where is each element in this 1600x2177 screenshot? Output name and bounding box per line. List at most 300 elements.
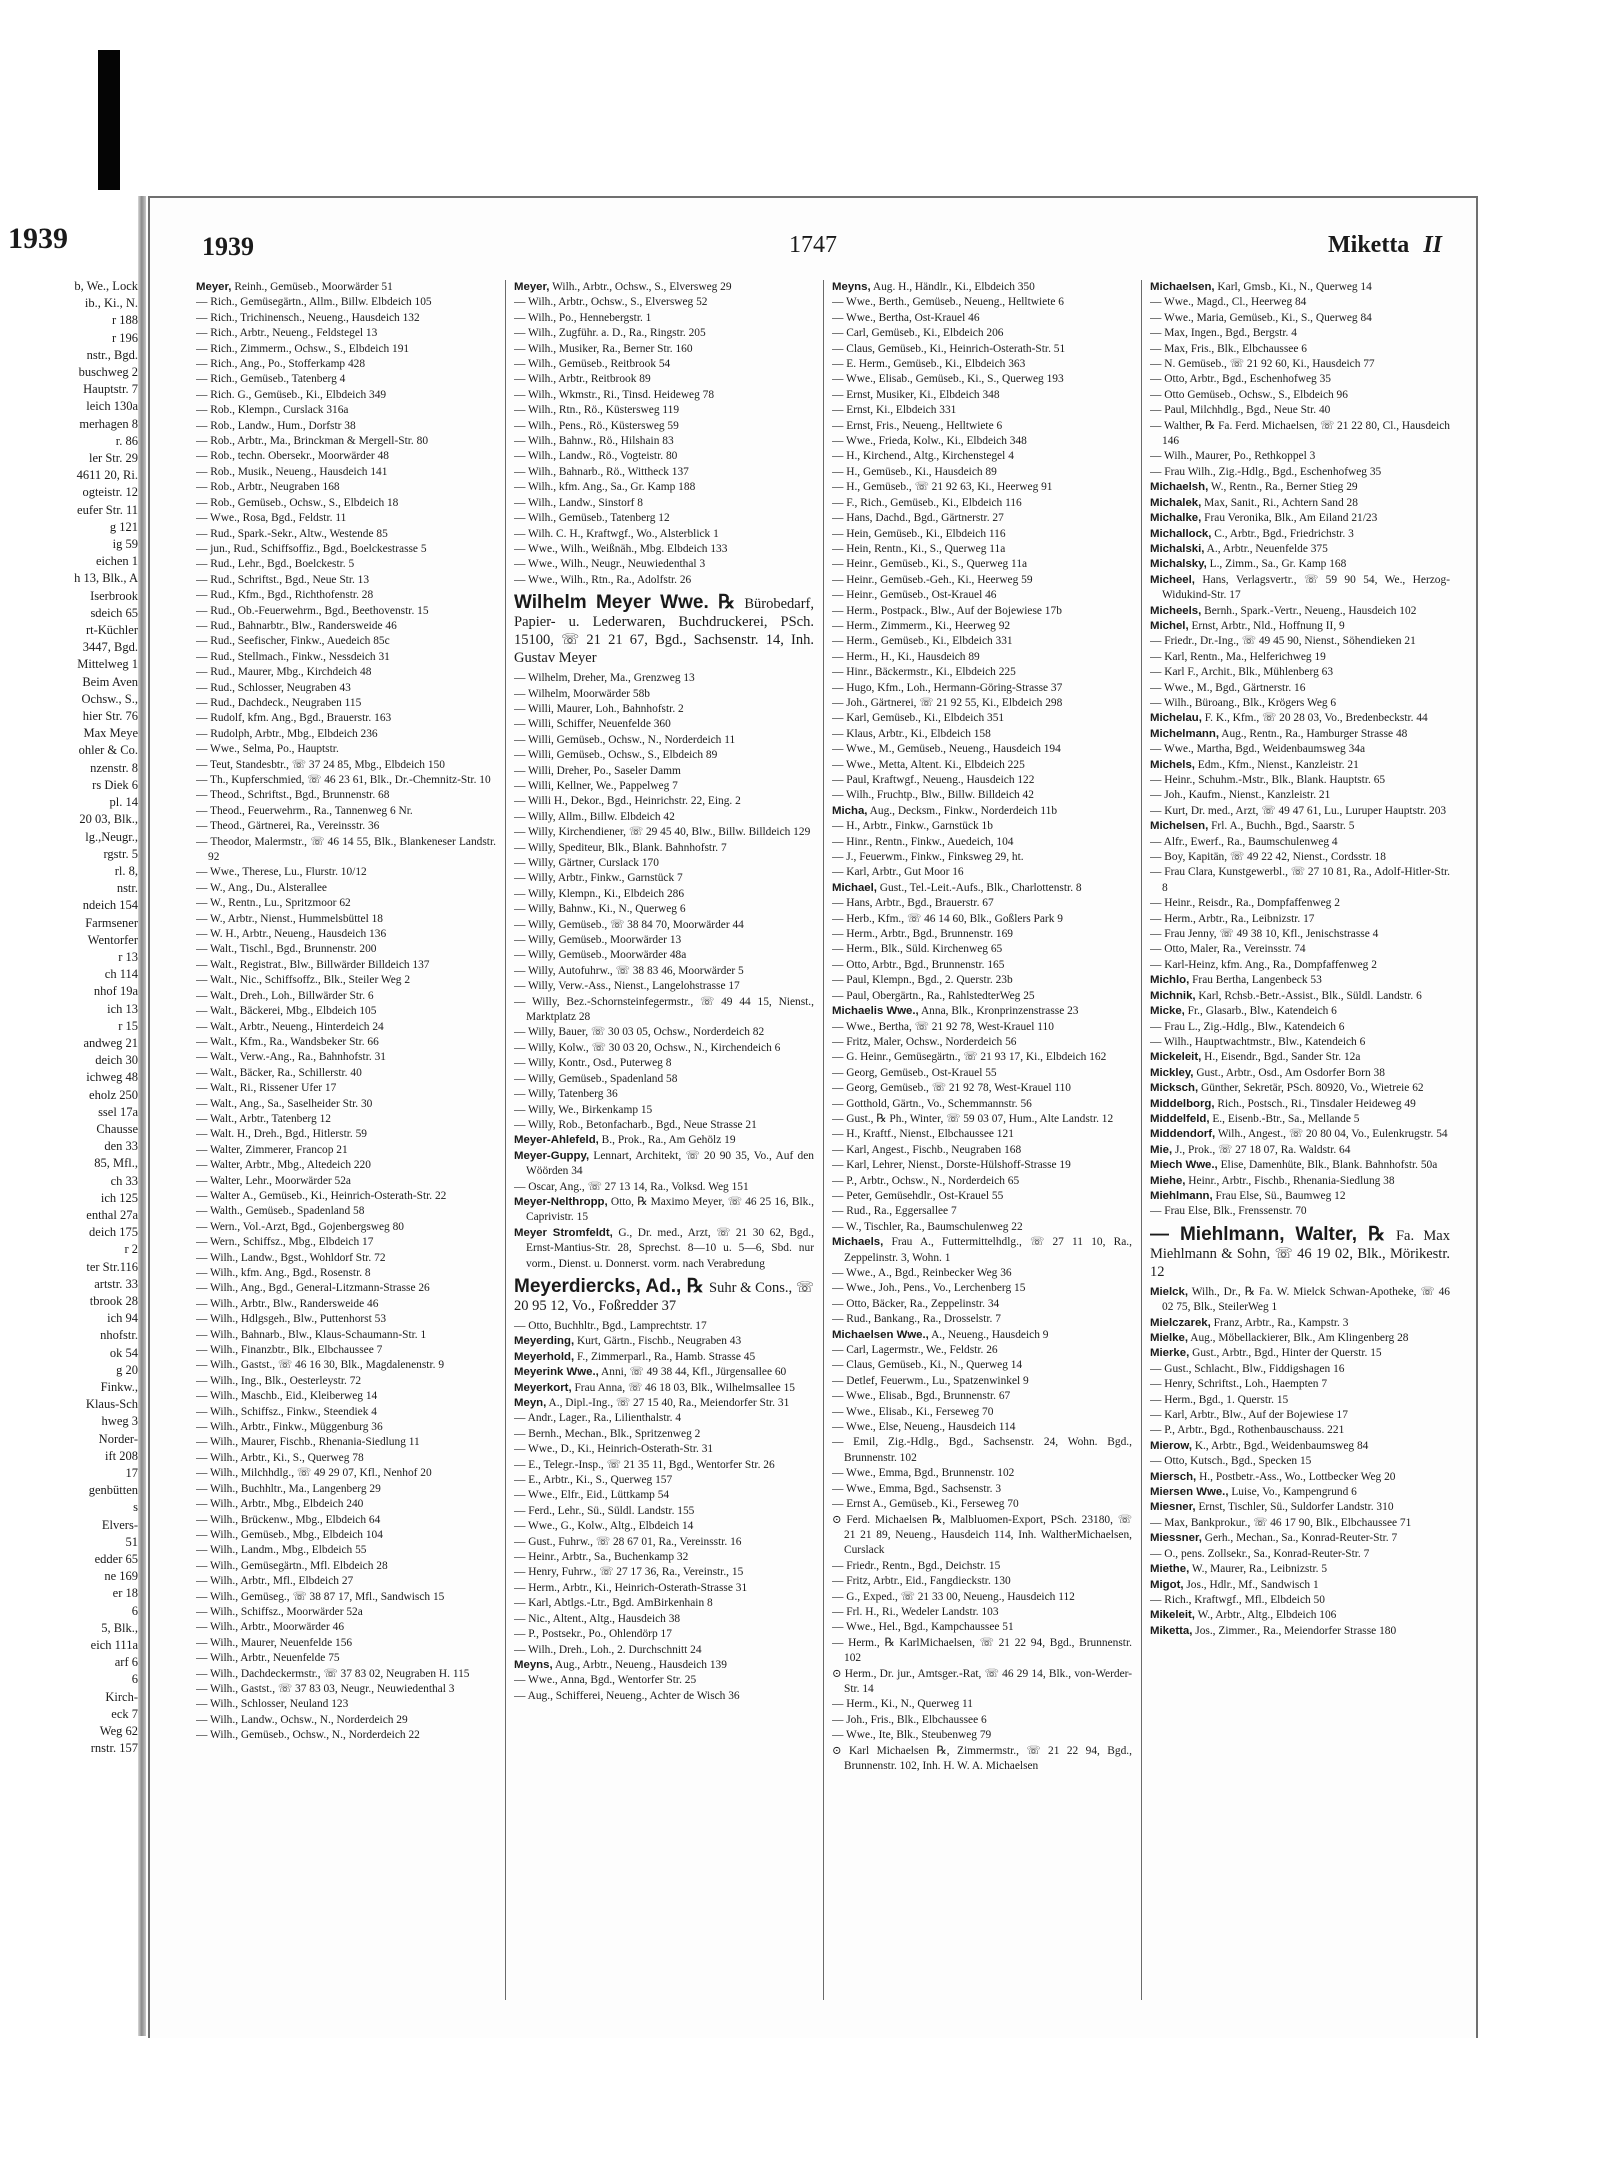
directory-entry: — Wilh., Ing., Blk., Oesterleystr. 72: [196, 1374, 362, 1387]
directory-entry: — Hinr., Rentn., Finkw., Auedeich, 104: [832, 835, 1014, 848]
previous-page-fragment: Hauptstr. 7: [83, 382, 138, 397]
directory-entry: — H., Kirchend., Altg., Kirchenstegel 4: [832, 450, 1014, 463]
directory-entry: — Wilh., Wkmstr., Ri., Tinsd. Heideweg 78: [514, 388, 715, 401]
directory-entry: — Wilh., Schlosser, Neuland 123: [196, 1698, 349, 1711]
directory-entry: Michaels, Frau A., Futtermittelhdlg., ☏ 27 11 10, Ra., Zeppelinstr. 3, Wohn. 1: [832, 1236, 1132, 1264]
directory-entry: — Wwe., M., Bgd., Gärtnerstr. 16: [1150, 681, 1306, 694]
directory-entry: — Willi, Gemüseb., Ochsw., N., Norderdeich 11: [514, 733, 736, 746]
directory-entry: — Henry, Schriftst., Loh., Haempten 7: [1150, 1378, 1328, 1391]
directory-entry: — W. H., Arbtr., Neueng., Hausdeich 136: [196, 928, 387, 941]
directory-entry: — Wilh., Musiker, Ra., Berner Str. 160: [514, 342, 693, 355]
directory-entry: — Rud., Seefischer, Finkw., Auedeich 85c: [196, 635, 390, 648]
directory-entry: — Willy, Kirchendiener, ☏ 29 45 40, Blw., Billw. Billdeich 129: [514, 826, 811, 839]
directory-entry: Meyerding, Kurt, Gärtn., Fischb., Neugraben 43: [514, 1335, 742, 1348]
directory-entry: — Herm., Bgd., 1. Querstr. 15: [1150, 1393, 1289, 1406]
directory-entry: — Willy, We., Birkenkamp 15: [514, 1103, 653, 1116]
directory-entry: — Wwe., Elfr., Eid., Lüttkamp 54: [514, 1489, 670, 1502]
directory-entry: — Wilh., Maurer, Po., Rethkoppel 3: [1150, 450, 1316, 463]
directory-entry: Miersen Wwe., Luise, Vo., Kampengrund 6: [1150, 1486, 1357, 1499]
directory-entry: — Wilh., Landw., Rö., Vogteistr. 80: [514, 450, 678, 463]
directory-entry: — Wilh., Arbtr., Ki., S., Querweg 78: [196, 1451, 364, 1464]
directory-entry: — Wilh., Büroang., Blk., Krögers Weg 6: [1150, 696, 1337, 709]
directory-entry: Meyerink Wwe., Anni, ☏ 49 38 44, Kfl., Jürgensallee 60: [514, 1366, 787, 1379]
directory-entry: Michnik, Karl, Rchsb.-Betr.-Assist., Blk., Süldl. Landstr. 6: [1150, 989, 1422, 1002]
previous-page-fragment: 6: [131, 1672, 138, 1687]
directory-entry: — Frau Jenny, ☏ 49 38 10, Kfl., Jenischstrasse 4: [1150, 928, 1379, 941]
previous-page-fragment: artstr. 33: [94, 1276, 138, 1291]
directory-entry: Michelsen, Frl. A., Buchh., Bgd., Saarstr. 5: [1150, 820, 1355, 833]
directory-entry: — Willy, Gemüseb., ☏ 38 84 70, Moorwärder 44: [514, 918, 744, 931]
previous-page-fragment: edder 65: [94, 1552, 138, 1567]
previous-page-fragment: Farmsener: [85, 915, 138, 930]
directory-entry: — Wilh., Maschb., Eid., Kleiberweg 14: [196, 1390, 378, 1403]
directory-entry: — Rud., Maurer, Mbg., Kirchdeich 48: [196, 666, 372, 679]
directory-entry: — Otto Gemüseb., Ochsw., S., Elbdeich 96: [1150, 388, 1348, 401]
directory-entry: — Willy, Gärtner, Curslack 170: [514, 857, 659, 869]
directory-entry: — Th., Kupferschmied, ☏ 46 23 61, Blk., Dr.-Chemnitz-Str. 10: [196, 774, 491, 786]
directory-entry: — Wilh., Pens., Rö., Küstersweg 59: [514, 419, 679, 432]
directory-entry: Meyns, Aug. H., Händlr., Ki., Elbdeich 350: [832, 281, 1035, 293]
directory-entry: — Wilhelm, Moorwärder 58b: [514, 687, 650, 700]
previous-page-fragment: ogteistr. 12: [82, 485, 138, 500]
directory-entry: — Wilh., Gemüseb., Tatenberg 12: [514, 512, 670, 525]
previous-page-fragment: Chausse: [96, 1121, 138, 1136]
previous-page-fragment: Elvers-: [101, 1517, 138, 1532]
advertisement-details: Fa. Max Miehlmann & Sohn, ☏ 46 19 02, Blk., Mörikestr. 12: [1150, 1227, 1450, 1280]
directory-entry: — Theodor, Malermstr., ☏ 46 14 55, Blk., Blankeneser Landstr. 92: [196, 835, 496, 864]
previous-page-fragment: h 13, Blk., A: [74, 571, 138, 586]
directory-entry: — Hinr., Bäckermstr., Ki., Elbdeich 225: [832, 666, 1016, 679]
directory-entry: Mie, J., Prok., ☏ 27 18 07, Ra. Waldstr. 64: [1150, 1143, 1351, 1156]
directory-entry: — Wwe., Wilh., Weißnäh., Mbg. Elbdeich 133: [514, 542, 728, 555]
previous-page-fragment: tbrook 28: [89, 1293, 138, 1308]
directory-entry: — E. Herm., Gemüseb., Ki., Elbdeich 363: [832, 358, 1026, 371]
header-page-number: 1747: [789, 232, 837, 258]
page-header: [150, 228, 1476, 268]
previous-page-fragment: rgstr. 5: [103, 846, 138, 861]
directory-entry: — Heinr., Gemüseb.-Geh., Ki., Heerweg 59: [832, 573, 1033, 586]
directory-entry: — Emil, Zig.-Hdlg., Bgd., Sachsenstr. 24, Wohn. Bgd., Brunnenstr. 102: [832, 1436, 1132, 1464]
directory-entry: — Frl. H., Ri., Wedeler Landstr. 103: [832, 1605, 999, 1618]
directory-entry: — Wwe., Bertha, Ost-Krauel 46: [832, 311, 980, 324]
directory-entry: — Detlef, Feuerwm., Lu., Spatzenwinkel 9: [832, 1374, 1029, 1387]
previous-page-fragment: Weg 62: [99, 1724, 138, 1739]
directory-entry: — Walt., Verw.-Ang., Ra., Bahnhofstr. 31: [196, 1051, 386, 1064]
directory-entry: — Wilh., Landw., Bgst., Wohldorf Str. 72: [196, 1251, 386, 1264]
directory-entry: — Herm., Arbtr., Bgd., Brunnenstr. 169: [832, 928, 1013, 941]
directory-entry: Micksch, Günther, Sekretär, PSch. 80920, Vo., Wietreie 62: [1150, 1082, 1424, 1095]
directory-entry: ⊙ Karl Michaelsen ℞, Zimmermstr., ☏ 21 22 94, Bgd., Brunnenstr. 102, Inh. H. W. A. Michaelsen: [832, 1744, 1132, 1772]
directory-entry: — Heinr., Gemüseb., Ki., S., Querweg 11a: [832, 558, 1028, 571]
directory-entry: Meyerhold, F., Zimmerparl., Ra., Hamb. Strasse 45: [514, 1350, 756, 1363]
previous-page-fragment: b, We., Lock: [74, 279, 138, 293]
directory-entry: Michelau, F. K., Kfm., ☏ 20 28 03, Vo., Bredenbeckstr. 44: [1150, 712, 1428, 725]
directory-entry: — Gust., Schlacht., Blw., Fiddigshagen 16: [1150, 1362, 1345, 1375]
directory-entry: — W., Ang., Du., Alsterallee: [196, 881, 327, 894]
previous-page-fragment: Beim Aven: [82, 674, 138, 689]
directory-entry: Miehlmann, Frau Else, Sü., Baumweg 12: [1150, 1189, 1346, 1202]
directory-entry: Mierow, K., Arbtr., Bgd., Weidenbaumsweg 84: [1150, 1439, 1369, 1452]
directory-entry: Meyer, Reinh., Gemüseb., Moorwärder 51: [196, 281, 393, 293]
directory-entry: — Wilh., Gemüseg., ☏ 38 87 17, Mfl., Sandwisch 15: [196, 1590, 445, 1603]
advertisement-details: Suhr & Cons., ☏ 20 95 12, Vo., Foßredder 37: [514, 1279, 814, 1314]
directory-entry: — Max, Bankprokur., ☏ 46 17 90, Blk., Elbchaussee 71: [1150, 1516, 1412, 1529]
directory-entry: — Herm., Arbtr., Ra., Leibnizstr. 17: [1150, 912, 1315, 925]
directory-entry: — Wilh., Ang., Bgd., General-Litzmann-Strasse 26: [196, 1282, 430, 1295]
directory-entry: — Teut, Standesbtr., ☏ 37 24 85, Mbg., Elbdeich 150: [196, 758, 445, 771]
directory-entry: — Wilh., Gemüseb., Mbg., Elbdeich 104: [196, 1528, 383, 1541]
directory-entry: — Willy, Kontr., Osd., Puterweg 8: [514, 1057, 672, 1070]
previous-page-fragment: g 20: [116, 1362, 138, 1377]
directory-entry: — Wilh. C. H., Kraftwgf., Wo., Alsterblick 1: [514, 527, 719, 540]
previous-page-fragment: arf 6: [114, 1655, 138, 1670]
directory-entry: — Wwe., Martha, Bgd., Weidenbaumsweg 34a: [1150, 743, 1366, 756]
advertisement-entry: [514, 1275, 814, 1315]
directory-entry: — Wwe., Hel., Bgd., Kampchaussee 51: [832, 1621, 1014, 1634]
directory-entry: — Wwe., Elisab., Ki., Ferseweg 70: [832, 1405, 994, 1418]
directory-entry: — Wilh., Arbtr., Neuenfelde 75: [196, 1652, 340, 1665]
directory-entry: — Herm., Zimmerm., Ki., Heerweg 92: [832, 619, 1011, 632]
previous-page-fragment: r 2: [124, 1242, 138, 1257]
advertisement-name: Meyerdiercks, Ad., ℞: [514, 1275, 710, 1297]
directory-entry: — Walt., Bäckerei, Mbg., Elbdeich 105: [196, 1005, 377, 1018]
directory-entry: — Wilh., kfm. Ang., Sa., Gr. Kamp 188: [514, 481, 696, 494]
directory-entry: — Wwe., Therese, Lu., Flurstr. 10/12: [196, 866, 367, 879]
directory-entry: Mickley, Gust., Arbtr., Osd., Am Osdorfer Born 38: [1150, 1066, 1385, 1079]
directory-entry: — Wilh., kfm. Ang., Bgd., Rosenstr. 8: [196, 1267, 371, 1279]
directory-entry: Michalski, A., Arbtr., Neuenfelde 375: [1150, 542, 1328, 555]
previous-page-fragment: enthal 27a: [86, 1207, 138, 1222]
directory-entry: — Wilhelm, Dreher, Ma., Grenzweg 13: [514, 672, 695, 685]
directory-entry: — Willi, Schiffer, Neuenfelde 360: [514, 718, 671, 731]
previous-page-fragments: [0, 278, 138, 1757]
previous-page-fragment: ich 94: [107, 1311, 138, 1326]
previous-page-fragment: Iserbrook: [90, 588, 138, 603]
previous-page-fragment: Mittelweg 1: [77, 657, 138, 672]
directory-entry: — Wwe., G., Kolw., Altg., Elbdeich 14: [514, 1520, 694, 1533]
directory-entry: — Wilh., Brückenw., Mbg., Elbdeich 64: [196, 1513, 381, 1526]
directory-entry: — Nic., Altent., Altg., Hausdeich 38: [514, 1612, 681, 1625]
directory-entry: — Willy, Verw.-Ass., Nienst., Langelohstrasse 17: [514, 980, 740, 993]
directory-entry: — Claus, Gemüseb., Ki., Heinrich-Osterath-Str. 51: [832, 342, 1066, 355]
directory-entry: — Henry, Fuhrw., ☏ 27 17 36, Ra., Vereinstr., 15: [514, 1566, 744, 1579]
directory-entry: Michaelis Wwe., Anna, Blk., Kronprinzenstrasse 23: [832, 1005, 1079, 1018]
previous-page-fragment: hier Str. 76: [82, 709, 138, 724]
previous-page-fragment: rt-Küchler: [85, 623, 138, 638]
directory-entry: — Gust., ℞ Ph., Winter, ☏ 59 03 07, Hum., Alte Landstr. 12: [832, 1112, 1114, 1125]
directory-entry: Micheels, Bernh., Spark.-Vertr., Neueng., Hausdeich 102: [1150, 604, 1417, 617]
previous-page-fragment: ift 208: [105, 1448, 138, 1463]
directory-entry: — Friedr., Dr.-Ing., ☏ 49 45 90, Nienst., Söhendieken 21: [1150, 635, 1416, 648]
previous-page-fragment: ok 54: [109, 1345, 138, 1360]
directory-entry: — Frau Clara, Kunstgewerbl., ☏ 27 10 81, Ra., Adolf-Hitler-Str. 8: [1150, 866, 1450, 894]
directory-entry: Michalke, Frau Veronika, Blk., Am Eiland 21/23: [1150, 512, 1378, 525]
directory-entry: — Rud., Bankang., Ra., Drosselstr. 7: [832, 1313, 1001, 1326]
directory-entry: Miesner, Ernst, Tischler, Sü., Suldorfer Landstr. 310: [1150, 1501, 1394, 1514]
directory-entry: — Wilh., Gastst., ☏ 37 83 03, Neugr., Neuwiedenthal 3: [196, 1682, 455, 1695]
directory-entry: Middelfeld, E., Eisenb.-Btr., Sa., Mellande 5: [1150, 1112, 1360, 1125]
directory-entry: — Rich., Ang., Po., Stofferkamp 428: [196, 358, 366, 371]
page-gutter: [138, 196, 146, 2036]
directory-columns: [196, 280, 1456, 2020]
directory-entry: — Walt. H., Dreh., Bgd., Hitlerstr. 59: [196, 1128, 367, 1141]
column-1: [196, 280, 496, 2020]
previous-page-fragment: rnstr. 157: [90, 1741, 138, 1756]
directory-entry: — Kurt, Dr. med., Arzt, ☏ 49 47 61, Lu., Luruper Hauptstr. 203: [1150, 804, 1447, 817]
previous-page-year: 1939: [8, 222, 68, 255]
directory-entry: — Rud., Dachdeck., Neugraben 115: [196, 696, 362, 709]
previous-page-fragment: deich 175: [89, 1225, 138, 1240]
directory-entry: — Willi, Gemüseb., Ochsw., S., Elbdeich 89: [514, 749, 718, 762]
directory-entry: — jun., Rud., Schiffsoffiz., Bgd., Boelckestrasse 5: [196, 542, 427, 555]
directory-entry: Mielczarek, Franz, Arbtr., Ra., Kampstr. 3: [1150, 1316, 1349, 1329]
directory-entry: — Wwe., Ite, Blk., Steubenweg 79: [832, 1729, 992, 1742]
directory-entry: — Walter, Arbtr., Mbg., Altedeich 220: [196, 1159, 371, 1172]
directory-entry: — Wilh., Gemüseb., Ochsw., N., Norderdeich 22: [196, 1729, 420, 1742]
directory-entry: — Wwe., Elisab., Gemüseb., Ki., S., Querweg 193: [832, 373, 1064, 386]
directory-entry: Michel, Ernst, Arbtr., Nld., Hoffnung II, 9: [1150, 619, 1345, 632]
directory-entry: — Herm., Gemüseb., Ki., Elbdeich 331: [832, 635, 1013, 648]
previous-page-fragment: nzenstr. 8: [90, 760, 138, 775]
directory-entry: — Karl-Heinz, kfm. Ang., Ra., Dompfaffenweg 2: [1150, 958, 1377, 971]
directory-entry: — Walt., Tischl., Bgd., Brunnenstr. 200: [196, 943, 377, 956]
directory-entry: — Rud., Schlosser, Neugraben 43: [196, 681, 351, 694]
directory-entry: — Otto, Maler, Ra., Vereinsstr. 74: [1150, 943, 1306, 956]
directory-entry: — Carl, Gemüseb., Ki., Elbdeich 206: [832, 327, 1004, 340]
directory-entry: — Heinr., Gemüseb., Ost-Krauel 46: [832, 589, 997, 602]
previous-page-edge: [0, 196, 138, 2036]
directory-entry: — Ernst A., Gemüseb., Ki., Ferseweg 70: [832, 1498, 1019, 1511]
directory-entry: — Hugo, Kfm., Loh., Hermann-Göring-Strasse 37: [832, 681, 1063, 694]
directory-entry: — Wwe., Magd., Cl., Heerweg 84: [1150, 296, 1307, 309]
header-volume: II: [1423, 232, 1442, 258]
directory-entry: — Willy, Allm., Billw. Elbdeich 42: [514, 810, 675, 823]
directory-entry: — Walt., Kfm., Ra., Wandsbeker Str. 66: [196, 1035, 379, 1048]
directory-entry: — Wwe., Elisab., Bgd., Brunnenstr. 67: [832, 1390, 1011, 1403]
directory-entry: — Wilh., Hauptwachtmstr., Blw., Katendeich 6: [1150, 1035, 1366, 1048]
directory-entry: — Wwe., M., Gemüseb., Neueng., Hausdeich 194: [832, 743, 1061, 756]
directory-entry: — Gust., Fuhrw., ☏ 28 67 01, Ra., Vereinsstr. 16: [514, 1535, 742, 1548]
directory-entry: — Herm., Arbtr., Ki., Heinrich-Osterath-Strasse 31: [514, 1581, 748, 1594]
previous-page-fragment: 4611 20, Ri.: [76, 468, 138, 483]
directory-entry: — Wilh., Gastst., ☏ 46 16 30, Blk., Magdalenenstr. 9: [196, 1359, 445, 1372]
directory-entry: — Wern., Schiffsz., Mbg., Elbdeich 17: [196, 1236, 374, 1249]
directory-entry: — Willy, Tatenberg 36: [514, 1088, 618, 1101]
previous-page-fragment: r 196: [111, 330, 138, 345]
previous-page-fragment: rl. 8,: [114, 863, 138, 878]
directory-entry: — Willy, Bahnw., Ki., N., Querweg 6: [514, 903, 686, 916]
directory-entry: — Wern., Vol.-Arzt, Bgd., Gojenbergsweg 80: [196, 1220, 404, 1233]
directory-entry: — Karl F., Archit., Blk., Mühlenberg 63: [1150, 666, 1334, 679]
directory-entry: — Walt., Ang., Sa., Saselheider Str. 30: [196, 1097, 373, 1110]
directory-entry: — Otto, Kutsch., Bgd., Specken 15: [1150, 1455, 1312, 1468]
directory-entry: — Willy, Rob., Betonfacharb., Bgd., Neue Strasse 21: [514, 1118, 757, 1131]
directory-entry: — Wilh., Bahnw., Rö., Hilshain 83: [514, 435, 674, 448]
directory-entry: — Wilh., Arbtr., Ochsw., S., Elversweg 52: [514, 296, 708, 309]
directory-entry: — Rud., Lehr., Bgd., Boelckestr. 5: [196, 558, 355, 571]
directory-entry: — Wwe., Joh., Pens., Vo., Lerchenberg 15: [832, 1282, 1026, 1295]
directory-entry: — Willy, Bez.-Schornsteinfegermstr., ☏ 49 44 15, Nienst., Marktplatz 28: [514, 995, 814, 1024]
directory-entry: — Wilh., Bahnarb., Rö., Wittheck 137: [514, 465, 689, 478]
directory-entry: — Walter, Lehr., Moorwärder 52a: [196, 1174, 351, 1187]
directory-entry: Meyerkort, Frau Anna, ☏ 46 18 03, Blk., Wilhelmsallee 15: [514, 1381, 795, 1394]
directory-entry: — Max, Fris., Blk., Elbchaussee 6: [1150, 342, 1307, 355]
directory-entry: — Rob., Arbtr., Neugraben 168: [196, 481, 340, 494]
previous-page-fragment: Max Meye: [83, 726, 138, 741]
directory-entry: — Wilh., Zugführ. a. D., Ra., Ringstr. 205: [514, 327, 706, 340]
directory-entry: — Walt., Bäcker, Ra., Schillerstr. 40: [196, 1066, 362, 1079]
previous-page-fragment: Kirch-: [105, 1689, 138, 1704]
directory-entry: Michaelsen Wwe., A., Neueng., Hausdeich 9: [832, 1328, 1049, 1341]
previous-page-fragment: eichen 1: [96, 554, 138, 569]
directory-entry: — Klaus, Arbtr., Ki., Elbdeich 158: [832, 727, 991, 740]
previous-page-fragment: g 121: [109, 519, 138, 534]
header-range-label: Miketta: [1328, 232, 1410, 258]
directory-entry: — Herb., Kfm., ☏ 46 14 60, Blk., Goßlers Park 9: [832, 912, 1063, 925]
directory-entry: Mierke, Gust., Arbtr., Bgd., Hinter der Querstr. 15: [1150, 1347, 1382, 1360]
directory-entry: — P., Arbtr., Bgd., Rothenbauschauss. 221: [1150, 1424, 1345, 1437]
directory-entry: Michlo, Frau Bertha, Langenbeck 53: [1150, 974, 1322, 987]
previous-page-fragment: ne 169: [104, 1569, 138, 1584]
previous-page-fragment: r 15: [118, 1018, 138, 1033]
directory-entry: Miersch, H., Postbetr.-Ass., Wo., Lottbecker Weg 20: [1150, 1470, 1396, 1483]
directory-entry: — Otto, Bäcker, Ra., Zeppelinstr. 34: [832, 1297, 1000, 1310]
directory-entry: — Rudolph, Arbtr., Mbg., Elbdeich 236: [196, 727, 378, 740]
directory-entry: — Carl, Lagermstr., We., Feldstr. 26: [832, 1344, 998, 1357]
directory-entry: — Wilh., Bahnarb., Blw., Klaus-Schaumann-Str. 1: [196, 1328, 427, 1341]
directory-entry: — Peter, Gemüsehdlr., Ost-Krauel 55: [832, 1189, 1004, 1202]
directory-entry: — G., Exped., ☏ 21 33 00, Neueng., Hausdeich 112: [832, 1590, 1075, 1603]
previous-page-fragment: er 18: [112, 1586, 138, 1601]
book-spine-shadow: [98, 50, 120, 190]
directory-entry: — Claus, Gemüseb., Ki., N., Querweg 14: [832, 1359, 1023, 1372]
directory-entry: — Rob., Musik., Neueng., Hausdeich 141: [196, 465, 388, 478]
previous-page-fragment: sdeich 65: [90, 605, 138, 620]
directory-entry: Meyer-Nelthropp, Otto, ℞ Maximo Meyer, ☏ 46 25 16, Blk., Caprivistr. 15: [514, 1195, 814, 1224]
directory-entry: Mickeleit, H., Eisendr., Bgd., Sander Str. 12a: [1150, 1051, 1361, 1064]
directory-entry: Micke, Fr., Glasarb., Blw., Katendeich 6: [1150, 1005, 1337, 1018]
previous-page-fragment: ohler & Co.: [78, 743, 138, 758]
directory-entry: — Rob., Klempn., Curslack 316a: [196, 404, 349, 417]
previous-page-fragment: buschweg 2: [78, 365, 138, 380]
directory-entry: — Herm., Postpack., Blw., Auf der Bojewiese 17b: [832, 604, 1062, 617]
directory-entry: — Wilh., Arbtr., Reitbrook 89: [514, 373, 651, 386]
directory-entry: — Wwe., Wilh., Rtn., Ra., Adolfstr. 26: [514, 573, 692, 586]
previous-page-fragment: Ochsw., S.,: [81, 691, 138, 706]
directory-entry: — Karl, Lehrer, Nienst., Dorste-Hülshoff-Strasse 19: [832, 1159, 1071, 1172]
directory-entry: — Joh., Gärtnerei, ☏ 21 92 55, Ki., Elbdeich 298: [832, 696, 1063, 709]
previous-page-fragment: andweg 21: [83, 1035, 138, 1050]
directory-entry: — P., Postsekr., Po., Ohlendörp 17: [514, 1628, 672, 1641]
advertisement-entry: [514, 594, 814, 667]
directory-entry: — Hein, Rentn., Ki., S., Querweg 11a: [832, 542, 1006, 555]
directory-entry: — Aug., Schifferei, Neueng., Achter de Wisch 36: [514, 1689, 740, 1702]
directory-entry: ⊙ Ferd. Michaelsen ℞, Malbluomen-Export, PSch. 23180, ☏ 21 21 89, Neueng., Hausdeich 114, Inh. WaltherMichaelsen, Curslack: [832, 1513, 1132, 1557]
directory-entry: — Fritz, Maler, Ochsw., Norderdeich 56: [832, 1035, 1017, 1048]
directory-entry: Miethe, W., Maurer, Ra., Leibnizstr. 5: [1150, 1563, 1328, 1576]
directory-entry: Miketta, Jos., Zimmer., Ra., Meiendorfer Strasse 180: [1150, 1624, 1397, 1637]
directory-entry: Michels, Edm., Kfm., Nienst., Kanzleistr. 21: [1150, 758, 1359, 771]
directory-entry: — Walt., Dreh., Loh., Billwärder Str. 6: [196, 989, 374, 1002]
directory-entry: Michael, Gust., Tel.-Leit.-Aufs., Blk., Charlottenstr. 8: [832, 881, 1082, 894]
directory-entry: — Wilh., Landw., Ochsw., N., Norderdeich 29: [196, 1713, 408, 1726]
directory-entry: — Rud., Ra., Eggersallee 7: [832, 1205, 957, 1218]
directory-entry: — W., Arbtr., Nienst., Hummelsbüttel 18: [196, 912, 383, 925]
directory-entry: — Rich., Trichinensch., Neueng., Hausdeich 132: [196, 311, 420, 324]
directory-entry: — Walther, ℞ Fa. Ferd. Michaelsen, ☏ 21 22 80, Cl., Hausdeich 146: [1150, 419, 1450, 448]
directory-entry: — H., Kraftf., Nienst., Elbchaussee 121: [832, 1128, 1014, 1141]
directory-entry: — Walt., Ri., Rissener Ufer 17: [196, 1082, 337, 1095]
directory-entry: — Otto, Buchhltr., Bgd., Lamprechtstr. 17: [514, 1319, 707, 1332]
directory-entry: Mikeleit, W., Arbtr., Altg., Elbdeich 106: [1150, 1609, 1337, 1622]
directory-entry: — Wilh., Finanzbtr., Blk., Elbchaussee 7: [196, 1344, 383, 1357]
directory-entry: — Wwe., Emma, Bgd., Sachsenstr. 3: [832, 1482, 1002, 1495]
directory-entry: — Rich., Gemüseb., Tatenberg 4: [196, 373, 346, 386]
previous-page-fragment: nhofstr.: [100, 1328, 138, 1343]
directory-entry: — Wilh., Po., Hennebergstr. 1: [514, 311, 652, 324]
directory-entry: — Ernst, Ki., Elbdeich 331: [832, 404, 957, 417]
previous-page-fragment: eholz 250: [89, 1087, 138, 1102]
directory-entry: — Georg, Gemüseb., Ost-Krauel 55: [832, 1066, 997, 1079]
directory-entry: — Karl, Gemüseb., Ki., Elbdeich 351: [832, 712, 1005, 725]
previous-page-fragment: 51: [125, 1534, 138, 1549]
previous-page-fragment: lg.,Neugr.,: [85, 829, 138, 844]
directory-entry: — Walter A., Gemüseb., Ki., Heinrich-Osterath-Str. 22: [196, 1189, 447, 1202]
directory-entry: — Karl, Angest., Fischb., Neugraben 168: [832, 1143, 1022, 1156]
directory-entry: — H., Gemüseb., ☏ 21 92 63, Ki., Heerweg 91: [832, 481, 1053, 494]
previous-page-fragment: Klaus-Sch: [85, 1397, 138, 1412]
directory-entry: Michalek, Max, Sanit., Ri., Achtern Sand 28: [1150, 496, 1358, 509]
directory-entry: — Otto, Arbtr., Bgd., Brunnenstr. 165: [832, 958, 1005, 971]
directory-entry: — Wilh., Landm., Mbg., Elbdeich 55: [196, 1544, 367, 1557]
directory-entry: — Rud., Ob.-Feuerwehrm., Bgd., Beethovenstr. 15: [196, 604, 429, 617]
directory-entry: — Wwe., Selma, Po., Hauptstr.: [196, 743, 339, 756]
directory-entry: — Theod., Gärtnerei, Ra., Vereinsstr. 36: [196, 820, 380, 833]
directory-entry: — Otto, Arbtr., Bgd., Eschenhofweg 35: [1150, 373, 1331, 386]
directory-entry: Michaelsh, W., Rentn., Ra., Berner Stieg 29: [1150, 481, 1358, 494]
directory-entry: — Rud., Bahnarbtr., Blw., Randersweide 46: [196, 619, 397, 632]
previous-page-fragment: eck 7: [111, 1706, 138, 1721]
directory-entry: Middendorf, Wilh., Angest., ☏ 20 80 04, Vo., Eulenkrugstr. 54: [1150, 1128, 1448, 1141]
column-divider: [1141, 280, 1142, 2000]
directory-entry: Miech Wwe., Elise, Damenhüte, Blk., Blank. Bahnhofstr. 50a: [1150, 1159, 1438, 1172]
column-divider: [505, 280, 506, 2000]
directory-entry: — Paul, Kraftwgf., Neueng., Hausdeich 122: [832, 774, 1035, 786]
directory-entry: — Walter, Zimmerer, Francop 21: [196, 1143, 348, 1156]
directory-entry: — E., Arbtr., Ki., S., Querweg 157: [514, 1474, 673, 1487]
previous-page-fragment: r. 86: [115, 433, 138, 448]
directory-entry: — Walt., Arbtr., Tatenberg 12: [196, 1112, 331, 1125]
column-3: [832, 280, 1132, 2020]
previous-page-fragment: ib., Ki., N.: [84, 296, 138, 311]
directory-entry: — Karl, Arbtr., Gut Moor 16: [832, 866, 964, 879]
previous-page-fragment: genbütten: [88, 1483, 138, 1498]
previous-page-fragment: nstr., Bgd.: [86, 347, 138, 362]
directory-entry: — Wilh., Arbtr., Mfl., Elbdeich 27: [196, 1575, 354, 1588]
directory-entry: — Rob., Gemüseb., Ochsw., S., Elbdeich 18: [196, 496, 399, 509]
directory-entry: — Rud., Stellmach., Finkw., Nessdeich 31: [196, 650, 390, 663]
directory-entry: — Rob., Arbtr., Ma., Brinckman & Mergell-Str. 80: [196, 435, 429, 448]
directory-entry: — Rud., Kfm., Bgd., Richthofenstr. 28: [196, 589, 374, 602]
directory-entry: — Hein, Gemüseb., Ki., Elbdeich 116: [832, 527, 1006, 540]
directory-entry: — Willi, Dreher, Po., Saseler Damm: [514, 764, 681, 777]
previous-page-fragment: 3447, Bgd.: [82, 640, 138, 655]
directory-entry: — H., Arbtr., Finkw., Garnstück 1b: [832, 820, 993, 833]
advertisement-details: Bürobedarf, Papier- u. Lederwaren, Buchdruckerei, PSch. 15100, ☏ 21 21 67, Bgd., Sachsenstr. 14, Inh. Gustav Meyer: [514, 596, 814, 667]
directory-entry: — Karl, Arbtr., Blw., Auf der Bojewiese 17: [1150, 1409, 1348, 1422]
directory-entry: — Willy, Gemüseb., Moorwärder 13: [514, 934, 682, 947]
directory-entry: — Bernh., Mechan., Blk., Spritzenweg 2: [514, 1427, 701, 1440]
